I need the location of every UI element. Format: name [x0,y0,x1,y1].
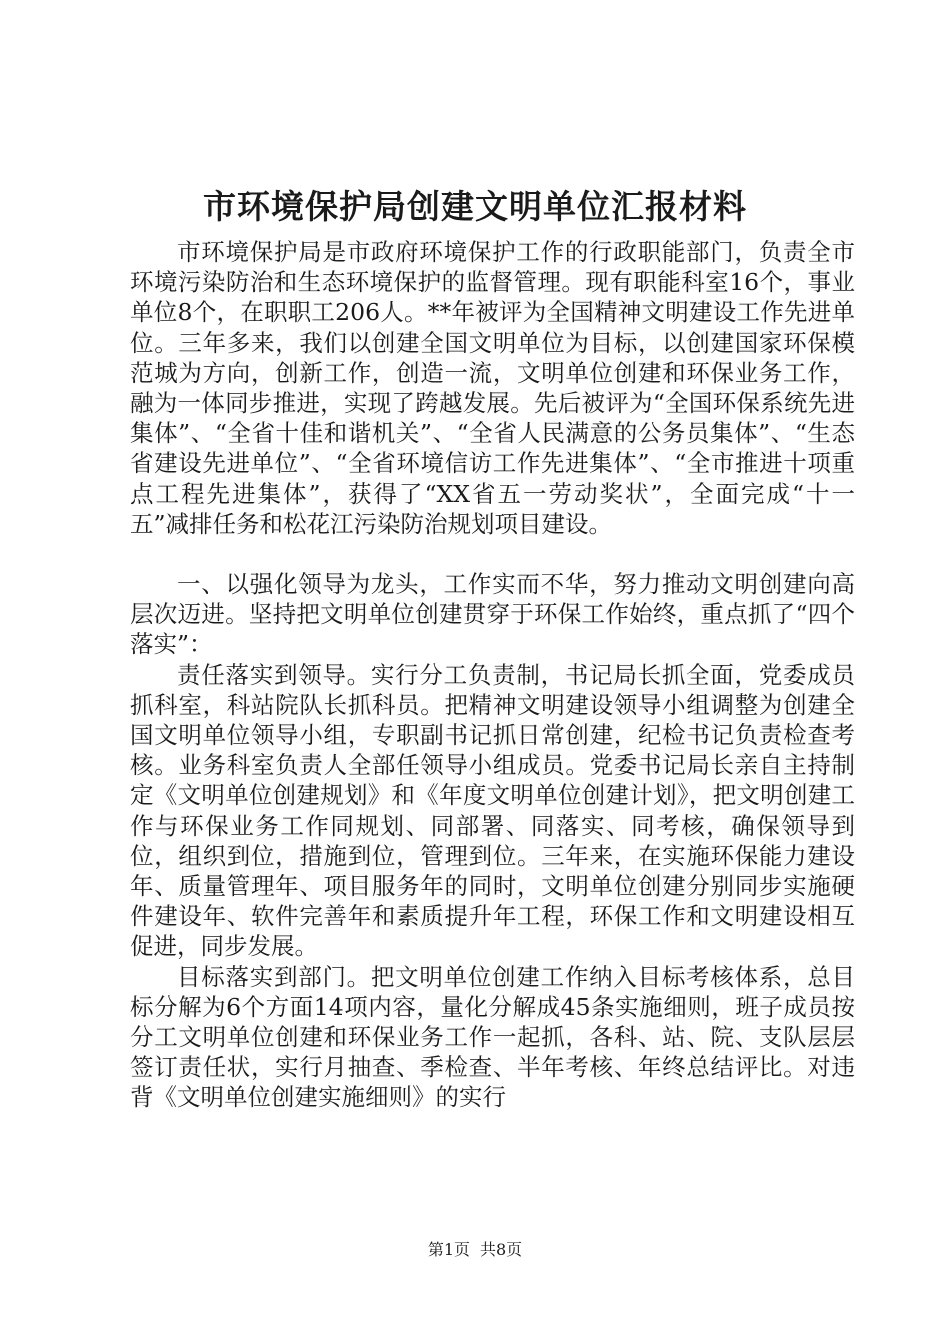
paragraph-intro: 市环境保护局是市政府环境保护工作的行政职能部门，负责全市环境污染防治和生态环境保护的监督管理。现有职能科室16个，事业单位8个，在职职工206人。**年被评为全国精神文明建设工作先进单位。三年多来，我们以创建全国文明单位为目标，以创建国家环保模范城为方向，创新工作，创造一流，文明单位创建和环保业务工作，融为一体同步推进，实现了跨越发展。先后被评为“全国环保系统先进集体”、“全省十佳和谐机关”、“全省人民满意的公务员集体”、“生态省建设先进单位”、“全省环境信访工作先进集体”、“全市推进十项重点工程先进集体”，获得了“XX省五一劳动奖状”，全面完成“十一五”减排任务和松花江污染防治规划项目建设。 [130,238,855,538]
page-footer [0,1238,950,1262]
paragraph-targets: 目标落实到部门。把文明单位创建工作纳入目标考核体系，总目标分解为6个方面14项内容，量化分解成45条实施细则，班子成员按分工文明单位创建和环保业务工作一起抓，各科、站、院、支队层层签订责任状，实行月抽查、季检查、半年考核、年终总结评比。对违背《文明单位创建实施细则》的实行 [130,962,855,1112]
page-total: 共8页 [480,1240,523,1259]
paragraph-section-one: 一、以强化领导为龙头，工作实而不华，努力推动文明创建向高层次迈进。坚持把文明单位创建贯穿于环保工作始终，重点抓了“四个落实”： [130,570,855,659]
paragraph-gap [130,539,855,569]
document-title: 市环境保护局创建文明单位汇报材料 [203,187,747,226]
page-number: 第1页 [427,1240,470,1259]
document-body [130,237,855,1113]
paragraph-responsibility: 责任落实到领导。实行分工负责制，书记局长抓全面，党委成员抓科室，科站院队长抓科员。把精神文明建设领导小组调整为创建全国文明单位领导小组，专职副书记抓日常创建，纪检书记负责检查考核。业务科室负责人全部任领导小组成员。党委书记局长亲自主持制定《文明单位创建规划》和《年度文明单位创建计划》，把文明创建工作与环保业务工作同规划、同部署、同落实、同考核，确保领导到位，组织到位，措施到位，管理到位。三年来，在实施环保能力建设年、质量管理年、项目服务年的同时，文明单位创建分别同步实施硬件建设年、软件完善年和素质提升年工程，环保工作和文明建设相互促进，同步发展。 [130,660,855,961]
